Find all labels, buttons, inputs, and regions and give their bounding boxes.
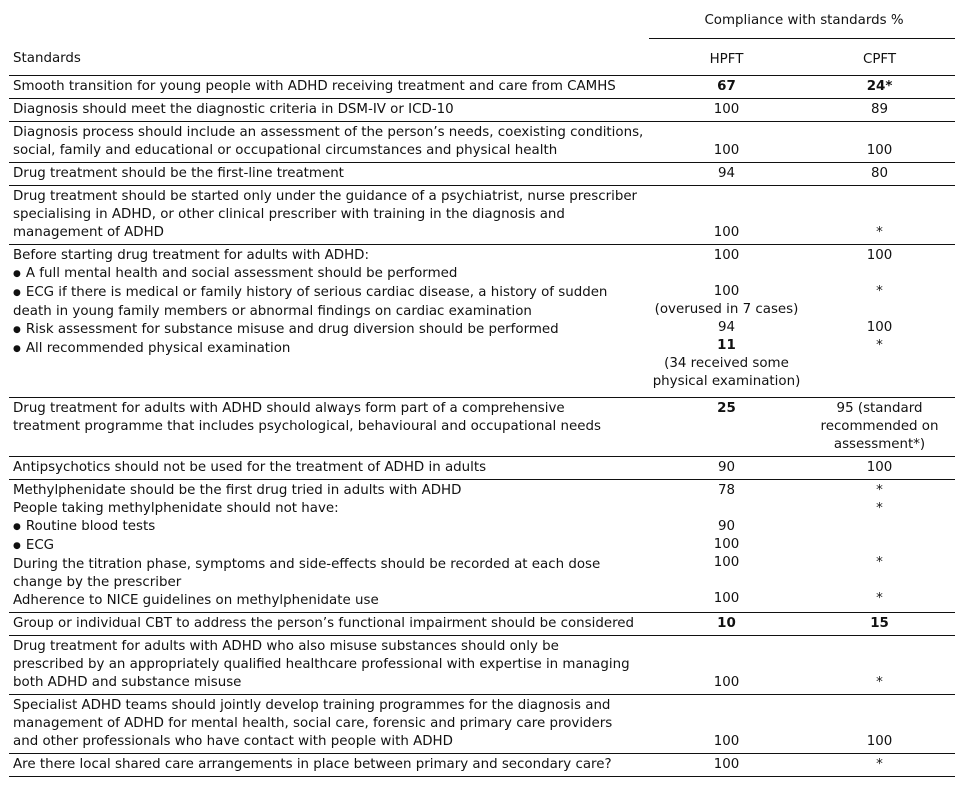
standard-cell bbox=[9, 457, 649, 480]
hpft-cell bbox=[649, 186, 804, 245]
cpft-value: 15 bbox=[870, 616, 889, 631]
standard-text: Are there local shared care arrangements in place between primary and secondary care? bbox=[13, 757, 612, 772]
standard-text: Adherence to NICE guidelines on methylphenidate use bbox=[13, 593, 379, 608]
hpft-value: 100 bbox=[713, 537, 740, 552]
table-row bbox=[9, 163, 955, 186]
standard-text: Drug treatment for adults with ADHD who also misuse substances should only be bbox=[13, 639, 559, 654]
cpft-cell bbox=[804, 754, 955, 777]
table-row bbox=[9, 245, 955, 398]
cpft-value: * bbox=[876, 338, 883, 353]
hpft-value: 100 bbox=[713, 555, 740, 570]
standard-text: management of ADHD bbox=[13, 225, 164, 240]
hpft-cell bbox=[649, 76, 804, 99]
hpft-value: 67 bbox=[717, 79, 736, 94]
hpft-value: 100 bbox=[713, 734, 740, 749]
cpft-value: * bbox=[876, 284, 883, 299]
hpft-value: 100 bbox=[713, 143, 740, 158]
standard-cell bbox=[9, 76, 649, 99]
cpft-value: 24* bbox=[866, 79, 893, 94]
cpft-value: * bbox=[876, 675, 883, 690]
hpft-cell bbox=[649, 480, 804, 613]
hpft-value: 25 bbox=[717, 401, 736, 416]
standard-cell bbox=[9, 636, 649, 695]
cpft-cell bbox=[804, 99, 955, 122]
standard-cell bbox=[9, 245, 649, 398]
table-row bbox=[9, 122, 955, 163]
table-row bbox=[9, 99, 955, 122]
hpft-value: 11 bbox=[717, 338, 736, 353]
cpft-cell bbox=[804, 186, 955, 245]
cpft-cell bbox=[804, 695, 955, 754]
cpft-value: 100 bbox=[866, 320, 893, 335]
hpft-cell bbox=[649, 245, 804, 398]
standard-bullet: ● ECG if there is medical or family history of serious cardiac disease, a history of sudden bbox=[13, 284, 649, 303]
cpft-value: 100 bbox=[866, 460, 893, 475]
table-row bbox=[9, 636, 955, 695]
hpft-cell bbox=[649, 754, 804, 777]
standard-cell bbox=[9, 754, 649, 777]
cpft-value: * bbox=[876, 757, 883, 772]
standard-cell bbox=[9, 613, 649, 636]
hpft-cell bbox=[649, 122, 804, 163]
cpft-cell bbox=[804, 245, 955, 398]
standards-column-header: Standards bbox=[9, 39, 649, 76]
standard-text: Smooth transition for young people with ADHD receiving treatment and care from CAMHS bbox=[13, 79, 616, 94]
standard-text: both ADHD and substance misuse bbox=[13, 675, 242, 690]
hpft-value: 90 bbox=[717, 460, 736, 475]
standard-cell bbox=[9, 480, 649, 613]
cpft-cell bbox=[804, 613, 955, 636]
standard-text: Diagnosis process should include an assessment of the person’s needs, coexisting conditions, bbox=[13, 125, 644, 140]
standard-text: change by the prescriber bbox=[13, 575, 182, 590]
hpft-value: 10 bbox=[717, 616, 736, 631]
standard-text: People taking methylphenidate should not have: bbox=[13, 501, 339, 516]
cpft-cell bbox=[804, 398, 955, 457]
standard-text: management of ADHD for mental health, social care, forensic and primary care providers bbox=[13, 716, 613, 731]
hpft-value: 94 bbox=[717, 166, 736, 181]
standard-text: Diagnosis should meet the diagnostic criteria in DSM-IV or ICD-10 bbox=[13, 102, 454, 117]
cpft-note: recommended on bbox=[820, 419, 939, 434]
table-row bbox=[9, 398, 955, 457]
group-header-row bbox=[9, 8, 955, 39]
cpft-value: * bbox=[876, 225, 883, 240]
table-row bbox=[9, 186, 955, 245]
standard-text: Drug treatment should be the first-line treatment bbox=[13, 166, 344, 181]
standard-cell bbox=[9, 398, 649, 457]
cpft-cell bbox=[804, 122, 955, 163]
cpft-value: 100 bbox=[866, 143, 893, 158]
standard-text: prescribed by an appropriately qualified healthcare professional with expertise in managing bbox=[13, 657, 630, 672]
hpft-value: 78 bbox=[717, 483, 736, 498]
hpft-note: (overused in 7 cases) bbox=[654, 302, 799, 317]
standard-text: Group or individual CBT to address the person’s functional impairment should be considered bbox=[13, 616, 635, 631]
cpft-value: * bbox=[876, 501, 883, 516]
cpft-value: * bbox=[876, 555, 883, 570]
standard-text: During the titration phase, symptoms and side-effects should be recorded at each dose bbox=[13, 557, 601, 572]
table-row bbox=[9, 457, 955, 480]
standard-bullet: ● Routine blood tests bbox=[13, 518, 649, 537]
standard-text: Specialist ADHD teams should jointly develop training programmes for the diagnosis and bbox=[13, 698, 611, 713]
cpft-note: assessment*) bbox=[833, 437, 926, 452]
cpft-value: 89 bbox=[870, 102, 889, 117]
compliance-table bbox=[9, 8, 955, 777]
hpft-note: (34 received some bbox=[664, 356, 789, 371]
standard-bullet: ● A full mental health and social assessment should be performed bbox=[13, 265, 649, 284]
standard-bullet: ● Risk assessment for substance misuse and drug diversion should be performed bbox=[13, 321, 649, 340]
cpft-value: 100 bbox=[866, 734, 893, 749]
standard-text: Antipsychotics should not be used for the treatment of ADHD in adults bbox=[13, 460, 487, 475]
table-row bbox=[9, 480, 955, 613]
hpft-value: 100 bbox=[713, 225, 740, 240]
compliance-group-header: Compliance with standards % bbox=[649, 8, 955, 39]
table-row bbox=[9, 695, 955, 754]
standard-cell bbox=[9, 186, 649, 245]
standard-text: Methylphenidate should be the first drug tried in adults with ADHD bbox=[13, 483, 462, 498]
hpft-cell bbox=[649, 99, 804, 122]
standard-text: treatment programme that includes psychological, behavioural and occupational needs bbox=[13, 419, 601, 434]
cpft-value: * bbox=[876, 591, 883, 606]
cpft-value: 95 (standard bbox=[836, 401, 923, 416]
standard-text: Before starting drug treatment for adults with ADHD: bbox=[13, 248, 369, 263]
standard-text: Drug treatment for adults with ADHD should always form part of a comprehensive bbox=[13, 401, 565, 416]
hpft-value: 90 bbox=[717, 519, 736, 534]
hpft-cell bbox=[649, 163, 804, 186]
standard-cell bbox=[9, 695, 649, 754]
standard-bullet: ● ECG bbox=[13, 537, 649, 556]
cpft-cell bbox=[804, 76, 955, 99]
table-row bbox=[9, 613, 955, 636]
hpft-value: 100 bbox=[713, 102, 740, 117]
standard-bullet: ● All recommended physical examination bbox=[13, 340, 649, 359]
standard-text: social, family and educational or occupational circumstances and physical health bbox=[13, 143, 558, 158]
hpft-cell bbox=[649, 695, 804, 754]
cpft-value: 80 bbox=[870, 166, 889, 181]
hpft-cell bbox=[649, 457, 804, 480]
hpft-cell bbox=[649, 613, 804, 636]
standard-cell bbox=[9, 122, 649, 163]
cpft-cell bbox=[804, 163, 955, 186]
cpft-value: * bbox=[876, 483, 883, 498]
hpft-column-header: HPFT bbox=[649, 39, 804, 76]
hpft-value: 100 bbox=[713, 757, 740, 772]
cpft-value: 100 bbox=[866, 248, 893, 263]
standard-text: specialising in ADHD, or other clinical prescriber with training in the diagnosis and bbox=[13, 207, 565, 222]
table-row bbox=[9, 76, 955, 99]
hpft-note: physical examination) bbox=[652, 374, 801, 389]
standard-cell bbox=[9, 99, 649, 122]
cpft-cell bbox=[804, 457, 955, 480]
hpft-value: 94 bbox=[717, 320, 736, 335]
standard-text: death in young family members or abnormal findings on cardiac examination bbox=[13, 304, 532, 319]
standard-cell bbox=[9, 163, 649, 186]
hpft-value: 100 bbox=[713, 284, 740, 299]
hpft-value: 100 bbox=[713, 591, 740, 606]
hpft-value: 100 bbox=[713, 248, 740, 263]
cpft-column-header: CPFT bbox=[804, 39, 955, 76]
standard-text: and other professionals who have contact with people with ADHD bbox=[13, 734, 453, 749]
hpft-cell bbox=[649, 636, 804, 695]
table-row bbox=[9, 754, 955, 777]
standard-text: Drug treatment should be started only under the guidance of a psychiatrist, nurse prescriber bbox=[13, 189, 638, 204]
column-header-row bbox=[9, 39, 955, 76]
hpft-cell bbox=[649, 398, 804, 457]
hpft-value: 100 bbox=[713, 675, 740, 690]
cpft-cell bbox=[804, 636, 955, 695]
cpft-cell bbox=[804, 480, 955, 613]
